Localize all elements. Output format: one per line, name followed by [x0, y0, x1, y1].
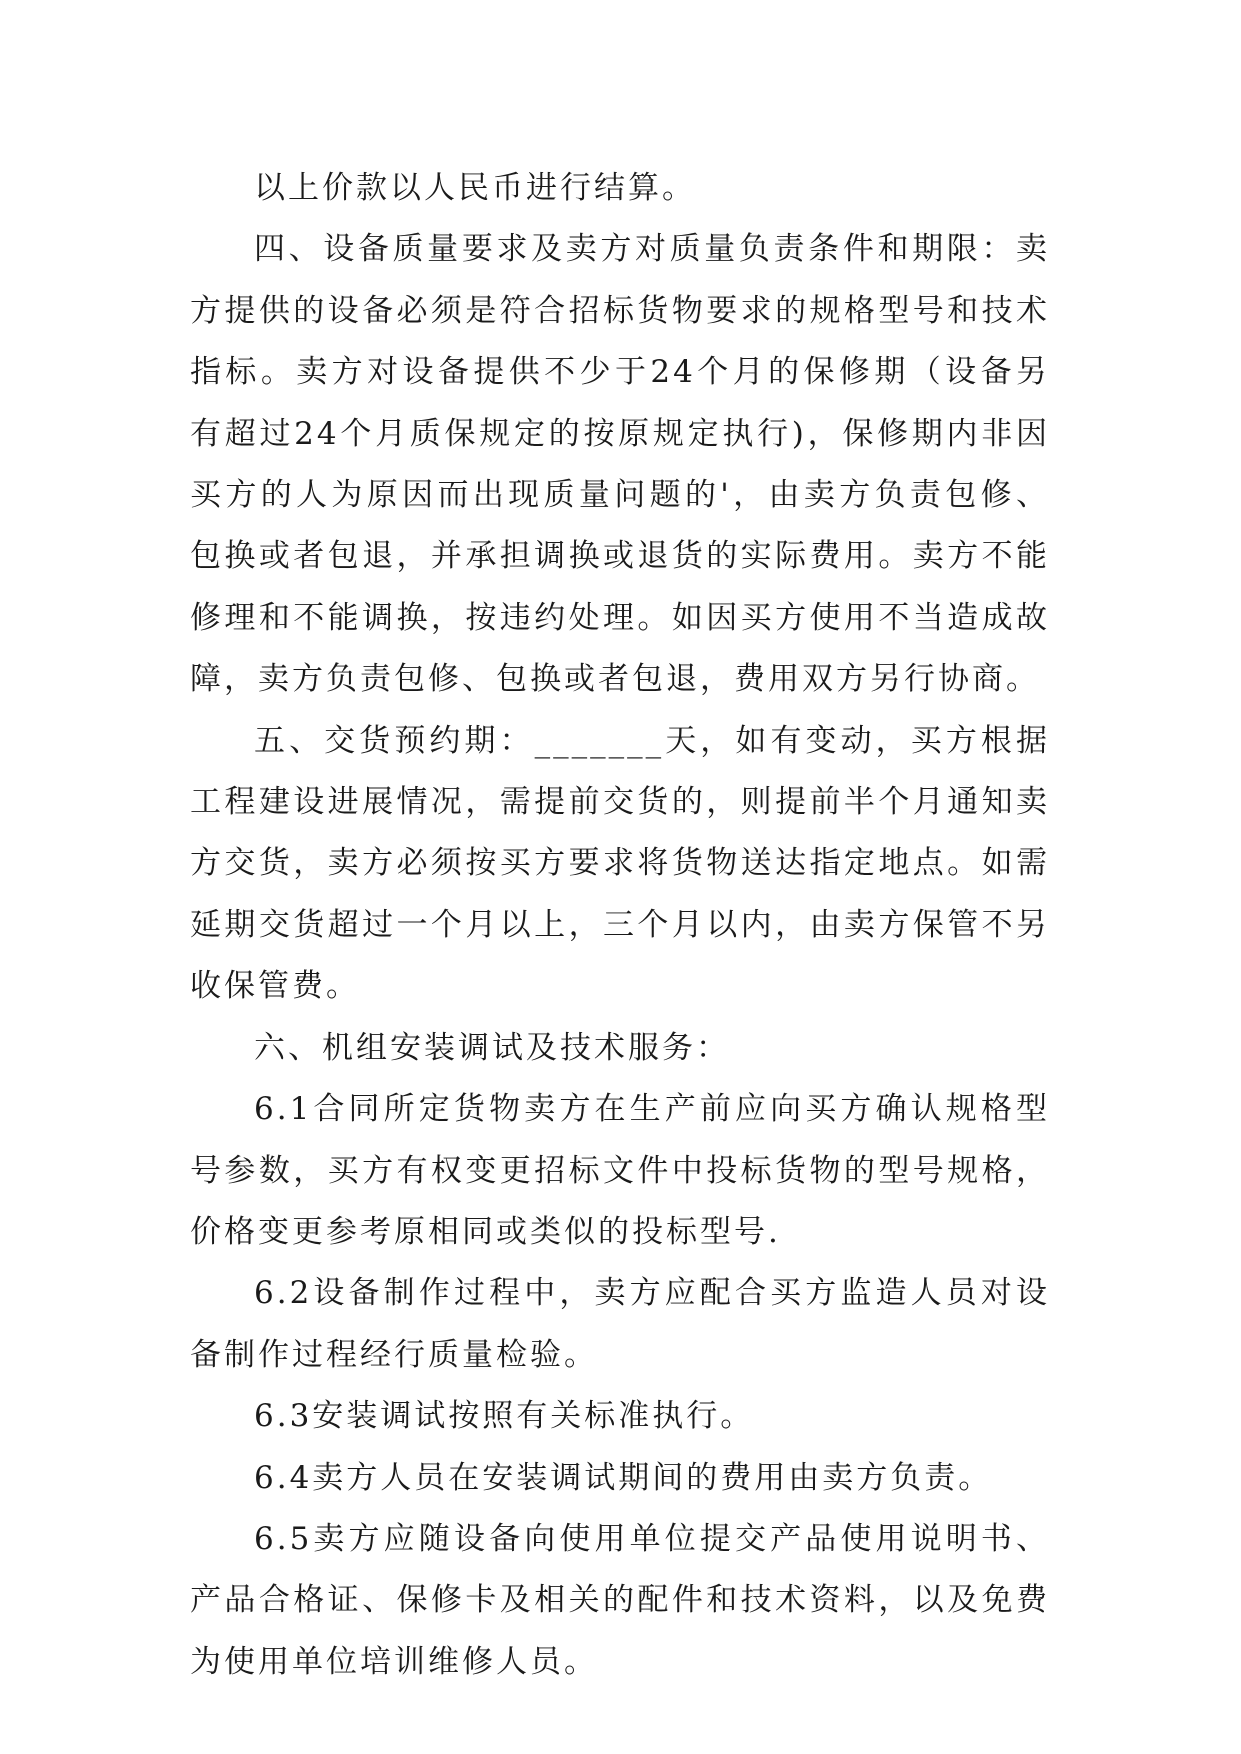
paragraph-settlement-currency: 以上价款以人民币进行结算。 — [254, 170, 696, 206]
document-body — [190, 158, 1050, 1693]
paragraph-quality-requirements: 四、设备质量要求及卖方对质量负责条件和期限：卖方提供的设备必须是符合招标货物要求的规格型号和技术指标。卖方对设备提供不少于24个月的保修期（设备另有超过24个月质保规定的按原规定执行)，保修期内非因买方的人为原因而出现质量问题的'，由卖方负责包修、包换或者包退，并承担调换或退货的实际费用。卖方不能修理和不能调换，按违约处理。如因买方使用不当造成故障，卖方负责包修、包换或者包退，费用双方另行协商。 — [190, 231, 1050, 698]
paragraph-delivery-period: 五、交货预约期：_______天，如有变动，买方根据工程建设进展情况，需提前交货的，则提前半个月通知卖方交货，卖方必须按买方要求将货物送达指定地点。如需延期交货超过一个月以上，三个月以内，由卖方保管不另收保管费。 — [190, 722, 1050, 1005]
paragraph-installation-heading: 六、机组安装调试及技术服务： — [254, 1029, 730, 1066]
paragraph-clause-6-1: 6.1合同所定货物卖方在生产前应向买方确认规格型号参数，买方有权变更招标文件中投标货物的型号规格，价格变更参考原相同或类似的投标型号. — [190, 1091, 1050, 1250]
paragraph-clause-6-3: 6.3安装调试按照有关标准执行。 — [254, 1398, 755, 1435]
paragraph-clause-6-4: 6.4卖方人员在安装调试期间的费用由卖方负责。 — [254, 1459, 993, 1496]
paragraph-clause-6-2: 6.2设备制作过程中，卖方应配合买方监造人员对设备制作过程经行质量检验。 — [190, 1275, 1050, 1373]
paragraph-clause-6-5: 6.5卖方应随设备向使用单位提交产品使用说明书、产品合格证、保修卡及相关的配件和技术资料，以及免费为使用单位培训维修人员。 — [190, 1520, 1050, 1680]
